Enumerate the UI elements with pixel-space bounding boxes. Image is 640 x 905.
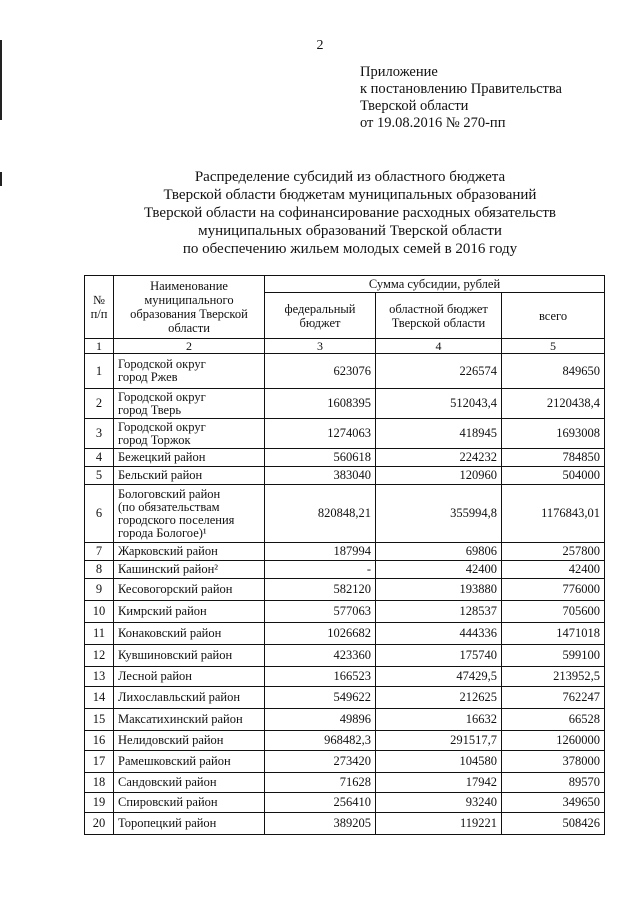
row-regional: 226574 (376, 354, 502, 389)
row-name: Кувшиновский район (114, 645, 265, 667)
table-body (85, 354, 605, 835)
row-number: 15 (85, 709, 114, 731)
row-total: 1176843,01 (502, 485, 605, 543)
row-name: Лесной район (114, 667, 265, 687)
row-number: 2 (85, 389, 114, 419)
row-total: 705600 (502, 601, 605, 623)
row-name: Кесовогорский район (114, 579, 265, 601)
title-line: Тверской области на софинансирование расходных обязательств (144, 205, 556, 221)
row-name: Городской округ город Тверь (114, 389, 265, 419)
header-name: Наименование муниципального образования Тверской области (114, 276, 265, 339)
row-federal: 256410 (265, 793, 376, 813)
row-number: 18 (85, 773, 114, 793)
title-line: муниципальных образований Тверской области (198, 223, 502, 239)
table-row (85, 793, 605, 813)
row-number: 6 (85, 485, 114, 543)
row-federal: - (265, 561, 376, 579)
row-total: 1471018 (502, 623, 605, 645)
table-row (85, 485, 605, 543)
row-regional: 175740 (376, 645, 502, 667)
row-regional: 128537 (376, 601, 502, 623)
row-name: Нелидовский район (114, 731, 265, 751)
column-index: 4 (376, 339, 502, 354)
row-total: 378000 (502, 751, 605, 773)
row-name: Бологовский район (по обязательствам городского поселения города Бологое)¹ (114, 485, 265, 543)
table-row (85, 623, 605, 645)
row-name: Кимрский район (114, 601, 265, 623)
row-federal: 968482,3 (265, 731, 376, 751)
table-row (85, 389, 605, 419)
row-federal: 820848,21 (265, 485, 376, 543)
row-number: 20 (85, 813, 114, 835)
row-regional: 193880 (376, 579, 502, 601)
row-number: 12 (85, 645, 114, 667)
row-regional: 212625 (376, 687, 502, 709)
appendix-line: Приложение (360, 64, 438, 80)
table-row (85, 751, 605, 773)
row-total: 1260000 (502, 731, 605, 751)
row-regional: 42400 (376, 561, 502, 579)
table-row (85, 687, 605, 709)
table-row (85, 354, 605, 389)
row-total: 257800 (502, 543, 605, 561)
row-name: Городской округ город Ржев (114, 354, 265, 389)
document-title (60, 168, 640, 258)
row-total: 599100 (502, 645, 605, 667)
row-federal: 549622 (265, 687, 376, 709)
row-federal: 1274063 (265, 419, 376, 449)
row-federal: 166523 (265, 667, 376, 687)
row-number: 13 (85, 667, 114, 687)
row-total: 504000 (502, 467, 605, 485)
appendix-block (360, 64, 562, 132)
row-regional: 93240 (376, 793, 502, 813)
row-name: Лихославльский район (114, 687, 265, 709)
row-federal: 389205 (265, 813, 376, 835)
row-number: 4 (85, 449, 114, 467)
title-line: Тверской области бюджетам муниципальных образований (163, 187, 537, 203)
row-total: 2120438,4 (502, 389, 605, 419)
header-federal: федеральный бюджет (265, 293, 376, 339)
row-regional: 512043,4 (376, 389, 502, 419)
row-federal: 273420 (265, 751, 376, 773)
row-regional: 16632 (376, 709, 502, 731)
row-number: 17 (85, 751, 114, 773)
column-index: 3 (265, 339, 376, 354)
row-name: Конаковский район (114, 623, 265, 645)
row-regional: 47429,5 (376, 667, 502, 687)
row-federal: 1026682 (265, 623, 376, 645)
page-number: 2 (316, 38, 324, 53)
table-row (85, 419, 605, 449)
header-regional: областной бюджет Тверской области (376, 293, 502, 339)
row-name: Жарковский район (114, 543, 265, 561)
row-name: Бельский район (114, 467, 265, 485)
table-row (85, 773, 605, 793)
row-federal: 1608395 (265, 389, 376, 419)
row-name: Кашинский район² (114, 561, 265, 579)
row-number: 1 (85, 354, 114, 389)
row-total: 42400 (502, 561, 605, 579)
row-regional: 291517,7 (376, 731, 502, 751)
header-num: № п/п (85, 276, 114, 339)
row-name: Максатихинский район (114, 709, 265, 731)
row-total: 349650 (502, 793, 605, 813)
row-number: 3 (85, 419, 114, 449)
row-regional: 119221 (376, 813, 502, 835)
row-regional: 444336 (376, 623, 502, 645)
table-row (85, 543, 605, 561)
row-federal: 71628 (265, 773, 376, 793)
scan-edge-left-lower (0, 172, 2, 186)
row-number: 7 (85, 543, 114, 561)
table-row (85, 731, 605, 751)
column-index: 5 (502, 339, 605, 354)
column-index-row (85, 339, 605, 354)
row-total: 89570 (502, 773, 605, 793)
table-row (85, 645, 605, 667)
row-number: 11 (85, 623, 114, 645)
row-number: 5 (85, 467, 114, 485)
row-federal: 187994 (265, 543, 376, 561)
row-regional: 418945 (376, 419, 502, 449)
header-sum-group: Сумма субсидии, рублей (265, 276, 605, 293)
table-row (85, 813, 605, 835)
row-regional: 69806 (376, 543, 502, 561)
row-federal: 49896 (265, 709, 376, 731)
row-name: Сандовский район (114, 773, 265, 793)
row-name: Спировский район (114, 793, 265, 813)
row-federal: 560618 (265, 449, 376, 467)
row-name: Торопецкий район (114, 813, 265, 835)
title-line: по обеспечению жильем молодых семей в 2016 году (182, 241, 518, 257)
table-row (85, 709, 605, 731)
row-federal: 582120 (265, 579, 376, 601)
header-total: всего (502, 293, 605, 339)
row-total: 66528 (502, 709, 605, 731)
row-number: 14 (85, 687, 114, 709)
row-regional: 224232 (376, 449, 502, 467)
row-total: 1693008 (502, 419, 605, 449)
row-total: 849650 (502, 354, 605, 389)
row-number: 16 (85, 731, 114, 751)
row-name: Бежецкий район (114, 449, 265, 467)
row-total: 784850 (502, 449, 605, 467)
row-regional: 120960 (376, 467, 502, 485)
title-line: Распределение субсидий из областного бюджета (194, 169, 506, 185)
subsidy-table (84, 275, 605, 835)
appendix-line: от 19.08.2016 № 270-пп (360, 115, 506, 131)
row-total: 508426 (502, 813, 605, 835)
column-index: 1 (85, 339, 114, 354)
row-regional: 104580 (376, 751, 502, 773)
column-index: 2 (114, 339, 265, 354)
table-row (85, 579, 605, 601)
row-federal: 577063 (265, 601, 376, 623)
table-row (85, 601, 605, 623)
row-number: 10 (85, 601, 114, 623)
row-total: 762247 (502, 687, 605, 709)
row-total: 776000 (502, 579, 605, 601)
appendix-line: Тверской области (360, 98, 469, 114)
row-federal: 423360 (265, 645, 376, 667)
row-regional: 17942 (376, 773, 502, 793)
row-number: 19 (85, 793, 114, 813)
row-number: 9 (85, 579, 114, 601)
table-row (85, 667, 605, 687)
row-total: 213952,5 (502, 667, 605, 687)
table-row (85, 467, 605, 485)
appendix-line: к постановлению Правительства (360, 81, 562, 97)
row-name: Городской округ город Торжок (114, 419, 265, 449)
row-federal: 383040 (265, 467, 376, 485)
row-regional: 355994,8 (376, 485, 502, 543)
table-row (85, 449, 605, 467)
row-number: 8 (85, 561, 114, 579)
table-row (85, 561, 605, 579)
row-name: Рамешковский район (114, 751, 265, 773)
row-federal: 623076 (265, 354, 376, 389)
